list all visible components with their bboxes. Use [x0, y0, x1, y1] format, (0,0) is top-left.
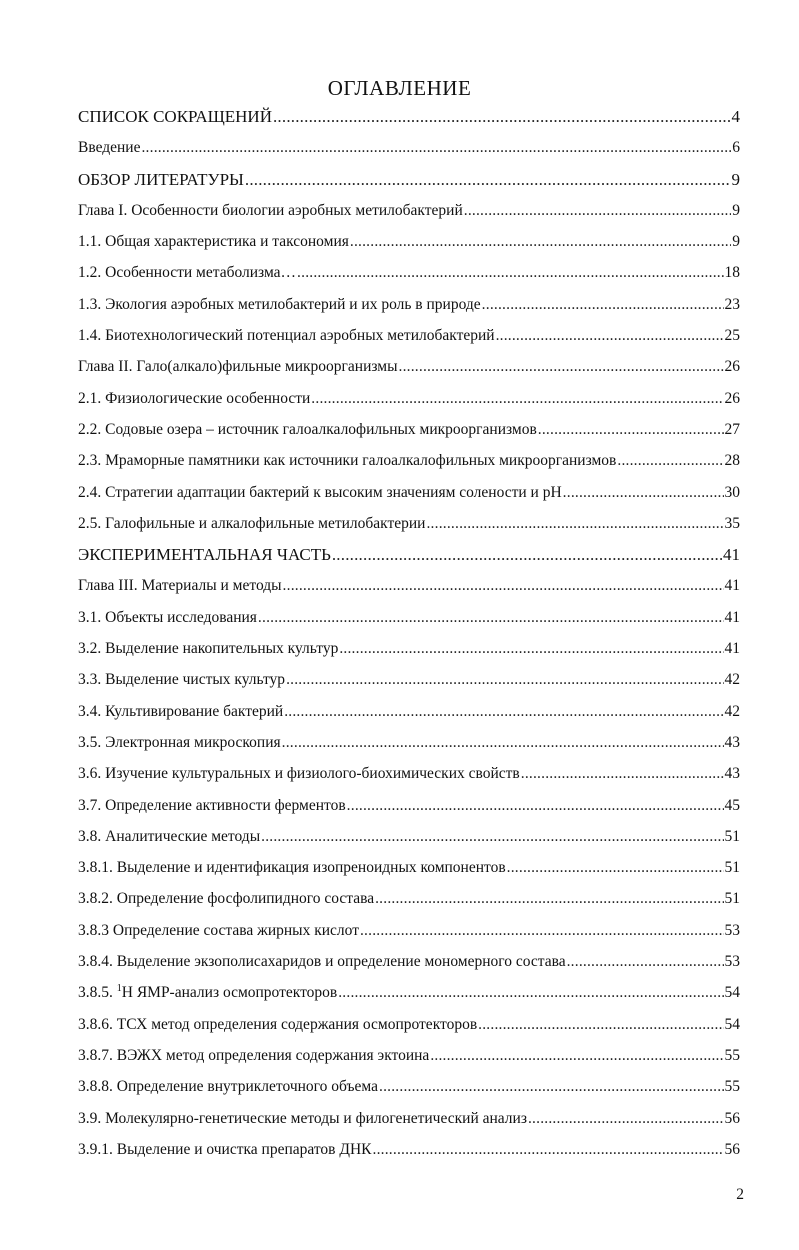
- toc-entry[interactable]: [78, 946, 740, 977]
- toc-entry-label-text: 3.7. Определение активности ферментов: [78, 796, 346, 814]
- toc-entry-label-text: Глава II. Гало(алкало)фильные микроорганизмы: [78, 358, 398, 376]
- toc-dot-leader: [360, 915, 724, 946]
- toc-entry[interactable]: [78, 477, 740, 508]
- toc-entry-label-prefix: 3.8.5.: [78, 984, 117, 1002]
- toc-entry[interactable]: [78, 852, 740, 883]
- toc-entry-label: [78, 508, 425, 539]
- toc-dot-leader: [617, 445, 723, 476]
- toc-dot-leader: [282, 727, 724, 758]
- toc-entry[interactable]: [78, 1134, 740, 1165]
- toc-dot-leader: [261, 821, 723, 852]
- toc-entry-label: [78, 696, 283, 727]
- toc-entry-label-text: 1.2. Особенности метаболизма…: [78, 264, 297, 282]
- toc-entry-page: 51: [724, 827, 740, 845]
- toc-entry-label: [78, 320, 495, 351]
- toc-entry[interactable]: [78, 633, 740, 664]
- toc-entry-page: 35: [724, 514, 740, 532]
- toc-entry-page: 26: [724, 358, 740, 376]
- toc-entry-label: [78, 289, 481, 320]
- toc-entry-label: [78, 1040, 429, 1071]
- toc-dot-leader: [478, 1009, 723, 1040]
- toc-entry-label: [78, 633, 338, 664]
- toc-entry[interactable]: [78, 257, 740, 288]
- toc-entry-label-text: 3.8.3 Определение состава жирных кислот: [78, 921, 359, 939]
- toc-dot-leader: [258, 602, 724, 633]
- toc-entry-label: [78, 132, 140, 163]
- toc-entry-page: 23: [724, 295, 740, 313]
- toc-entry-label: [78, 445, 616, 476]
- toc-entry[interactable]: [78, 821, 740, 852]
- toc-dot-leader: [297, 257, 723, 288]
- toc-entry-label: [78, 257, 296, 288]
- toc-dot-leader: [273, 101, 731, 132]
- toc-entry-label: [78, 664, 285, 695]
- toc-entry-label: [78, 821, 260, 852]
- toc-entry-label-text: ОБЗОР ЛИТЕРАТУРЫ: [78, 169, 244, 189]
- toc-entry-label: [78, 852, 506, 883]
- toc-entry-label-text: 2.3. Мраморные памятники как источники галоалкалофильных микроорганизмов: [78, 452, 617, 470]
- toc-entry-page: 43: [724, 733, 740, 751]
- toc-entry-page: 45: [724, 796, 740, 814]
- toc-entry[interactable]: [78, 1040, 740, 1071]
- toc-entry[interactable]: [78, 195, 740, 226]
- toc-dot-leader: [507, 852, 724, 883]
- toc-entry[interactable]: [78, 101, 740, 132]
- toc-entry-label: [78, 1009, 477, 1040]
- toc-entry-label: [78, 570, 282, 601]
- toc-entry-label: [78, 195, 463, 226]
- toc-entry-label-text: 3.6. Изучение культуральных и физиолого-биохимических свойств: [78, 765, 520, 783]
- toc-entry[interactable]: [78, 414, 740, 445]
- toc-entry-label: [78, 1103, 527, 1134]
- toc-entry-label-text: 3.9.1. Выделение и очистка препаратов ДНК: [78, 1140, 372, 1158]
- toc-dot-leader: [141, 132, 731, 163]
- toc-entry-page: 54: [724, 984, 740, 1002]
- toc-dot-leader: [521, 758, 724, 789]
- toc-entry-label-text: 3.8.2. Определение фосфолипидного состава: [78, 890, 375, 908]
- toc-entry[interactable]: [78, 383, 740, 414]
- toc-entry-label: [78, 477, 562, 508]
- toc-dot-leader: [375, 883, 723, 914]
- toc-entry[interactable]: [78, 445, 740, 476]
- toc-dot-leader: [426, 508, 723, 539]
- toc-dot-leader: [464, 195, 732, 226]
- toc-dot-leader: [245, 164, 731, 195]
- toc-entry-label: [78, 883, 374, 914]
- toc-entry[interactable]: [78, 508, 740, 539]
- toc-entry-label: [78, 977, 337, 1008]
- toc-dot-leader: [332, 539, 722, 570]
- toc-entry-label-superscript: 1: [116, 983, 122, 995]
- toc-entry[interactable]: [78, 539, 740, 570]
- toc-entry[interactable]: [78, 226, 740, 257]
- toc-entry-page: 30: [724, 483, 740, 501]
- toc-entry[interactable]: [78, 977, 740, 1008]
- toc-entry-page: 4: [731, 107, 740, 126]
- toc-entry-label-text: 3.2. Выделение накопительных культур: [78, 640, 339, 658]
- toc-entry-label: [78, 226, 349, 257]
- toc-entry-page: 43: [724, 765, 740, 783]
- toc-entry[interactable]: [78, 1009, 740, 1040]
- toc-dot-leader: [528, 1103, 724, 1134]
- toc-entry-label: [78, 790, 346, 821]
- toc-dot-leader: [338, 977, 723, 1008]
- toc-entry[interactable]: [78, 727, 740, 758]
- toc-dot-leader: [563, 477, 724, 508]
- toc-dot-leader: [347, 790, 724, 821]
- toc-dot-leader: [538, 414, 724, 445]
- toc-entry-label-text: Введение: [78, 139, 141, 157]
- toc-entry-page: 26: [724, 389, 740, 407]
- toc-entry-label-text: 2.2. Содовые озера – источник галоалкалофильных микроорганизмов: [78, 420, 537, 438]
- toc-entry-label: [78, 1071, 378, 1102]
- toc-dot-leader: [339, 633, 723, 664]
- toc-entry-page: 9: [732, 233, 740, 251]
- toc-entry-label-text: 3.8.6. ТСХ метод определения содержания осмопротекторов: [78, 1015, 478, 1033]
- toc-dot-leader: [482, 289, 724, 320]
- toc-dot-leader: [430, 1040, 723, 1071]
- toc-entry[interactable]: [78, 1103, 740, 1134]
- toc-entry-page: 56: [724, 1140, 740, 1158]
- toc-entry-label-text: 3.8.4. Выделение экзополисахаридов и определение мономерного состава: [78, 953, 566, 971]
- toc-entry-page: 51: [724, 859, 740, 877]
- toc-entry[interactable]: [78, 883, 740, 914]
- toc-entry-page: 6: [732, 139, 740, 157]
- toc-dot-leader: [399, 351, 724, 382]
- toc-entry[interactable]: [78, 758, 740, 789]
- toc-entry-label: [78, 602, 257, 633]
- toc-entry-page: 55: [724, 1046, 740, 1064]
- toc-entry-label-text: 2.5. Галофильные и алкалофильные метилобактерии: [78, 514, 426, 532]
- toc-entry-label: [78, 727, 281, 758]
- toc-entry[interactable]: [78, 1071, 740, 1102]
- toc-dot-leader: [373, 1134, 724, 1165]
- toc-entry-page: 42: [724, 702, 740, 720]
- toc-entry-label: [78, 414, 537, 445]
- toc-entry[interactable]: [78, 790, 740, 821]
- page-title: ОГЛАВЛЕНИЕ: [327, 76, 472, 100]
- toc-entry[interactable]: [78, 696, 740, 727]
- toc-entry[interactable]: [78, 289, 740, 320]
- toc-entry-label-text: Глава I. Особенности биологии аэробных метилобактерий: [78, 201, 463, 219]
- toc-entry-page: 41: [724, 608, 740, 626]
- toc-entry-label-text: 1.4. Биотехнологический потенциал аэробных метилобактерий: [78, 327, 495, 345]
- toc-entry-page: 27: [724, 420, 740, 438]
- toc-entry-page: 41: [724, 577, 740, 595]
- toc-entry[interactable]: [78, 915, 740, 946]
- toc-entry-label-text: 3.8.8. Определение внутриклеточного объема: [78, 1078, 378, 1096]
- toc-entry-page: 54: [724, 1015, 740, 1033]
- toc-entry[interactable]: [78, 164, 740, 195]
- toc-entry-label-text: 1.3. Экология аэробных метилобактерий и их роль в природе: [78, 295, 481, 313]
- toc-entry-label-text: 3.9. Молекулярно-генетические методы и филогенетический анализ: [78, 1109, 527, 1127]
- toc-entry-label: [78, 351, 398, 382]
- toc-entry-label-text: 3.5. Электронная микроскопия: [78, 733, 281, 751]
- toc-entry-label-text: 1.1. Общая характеристика и таксономия: [78, 233, 349, 251]
- toc-entry[interactable]: [78, 570, 740, 601]
- toc-entry[interactable]: [78, 664, 740, 695]
- page-number: 2: [736, 1186, 744, 1203]
- toc-entry-page: 41: [723, 545, 740, 565]
- toc-dot-leader: [311, 383, 723, 414]
- toc-entry-label: [78, 164, 244, 195]
- toc-entry-page: 9: [731, 169, 740, 189]
- toc-entry-page: 41: [724, 640, 740, 658]
- toc-dot-leader: [379, 1071, 724, 1102]
- toc-entry-label-text: H ЯМР-анализ осмопротекторов: [121, 984, 338, 1002]
- toc-entry-label-text: СПИСОК СОКРАЩЕНИЙ: [78, 107, 272, 126]
- toc-dot-leader: [567, 946, 724, 977]
- toc-entry[interactable]: [78, 602, 740, 633]
- toc-dot-leader: [496, 320, 724, 351]
- toc-entry-label-text: 3.1. Объекты исследования: [78, 608, 257, 626]
- toc-entry-label: [78, 539, 331, 570]
- toc-entry-label: [78, 101, 272, 132]
- toc-entry-label-text: 3.8.7. ВЭЖХ метод определения содержания эктоина: [78, 1046, 430, 1064]
- toc-entry-page: 28: [724, 452, 740, 470]
- toc-dot-leader: [286, 664, 723, 695]
- toc-entry-page: 25: [724, 327, 740, 345]
- toc-entry-page: 42: [724, 671, 740, 689]
- toc-dot-leader: [350, 226, 731, 257]
- toc-entry-label: [78, 383, 310, 414]
- toc-entry-label: [78, 946, 566, 977]
- toc-entry-label-text: 2.1. Физиологические особенности: [78, 389, 311, 407]
- toc-entry-page: 18: [724, 264, 740, 282]
- toc-entry-label: [78, 1134, 372, 1165]
- toc-entry[interactable]: [78, 132, 740, 163]
- toc-entry-label-text: 2.4. Стратегии адаптации бактерий к высоким значениям солености и pH: [78, 483, 562, 501]
- toc-entry-label: [78, 758, 520, 789]
- toc-entry-page: 55: [724, 1078, 740, 1096]
- toc-entry-page: 53: [724, 921, 740, 939]
- table-of-contents: [78, 101, 740, 1165]
- toc-entry-label-text: 3.8.1. Выделение и идентификация изопреноидных компонентов: [78, 859, 506, 877]
- toc-dot-leader: [284, 696, 723, 727]
- toc-entry-label-text: 3.4. Культивирование бактерий: [78, 702, 284, 720]
- toc-entry-page: 56: [724, 1109, 740, 1127]
- toc-entry[interactable]: [78, 320, 740, 351]
- toc-entry-label-text: ЭКСПЕРИМЕНТАЛЬНАЯ ЧАСТЬ: [78, 545, 331, 565]
- toc-entry[interactable]: [78, 351, 740, 382]
- toc-entry-page: 51: [724, 890, 740, 908]
- toc-entry-label: [78, 915, 359, 946]
- toc-dot-leader: [283, 570, 724, 601]
- toc-entry-label-text: 3.8. Аналитические методы: [78, 827, 261, 845]
- toc-entry-page: 53: [724, 953, 740, 971]
- toc-entry-page: 9: [732, 201, 740, 219]
- toc-entry-label-text: Глава III. Материалы и методы: [78, 577, 282, 595]
- toc-entry-label-text: 3.3. Выделение чистых культур: [78, 671, 286, 689]
